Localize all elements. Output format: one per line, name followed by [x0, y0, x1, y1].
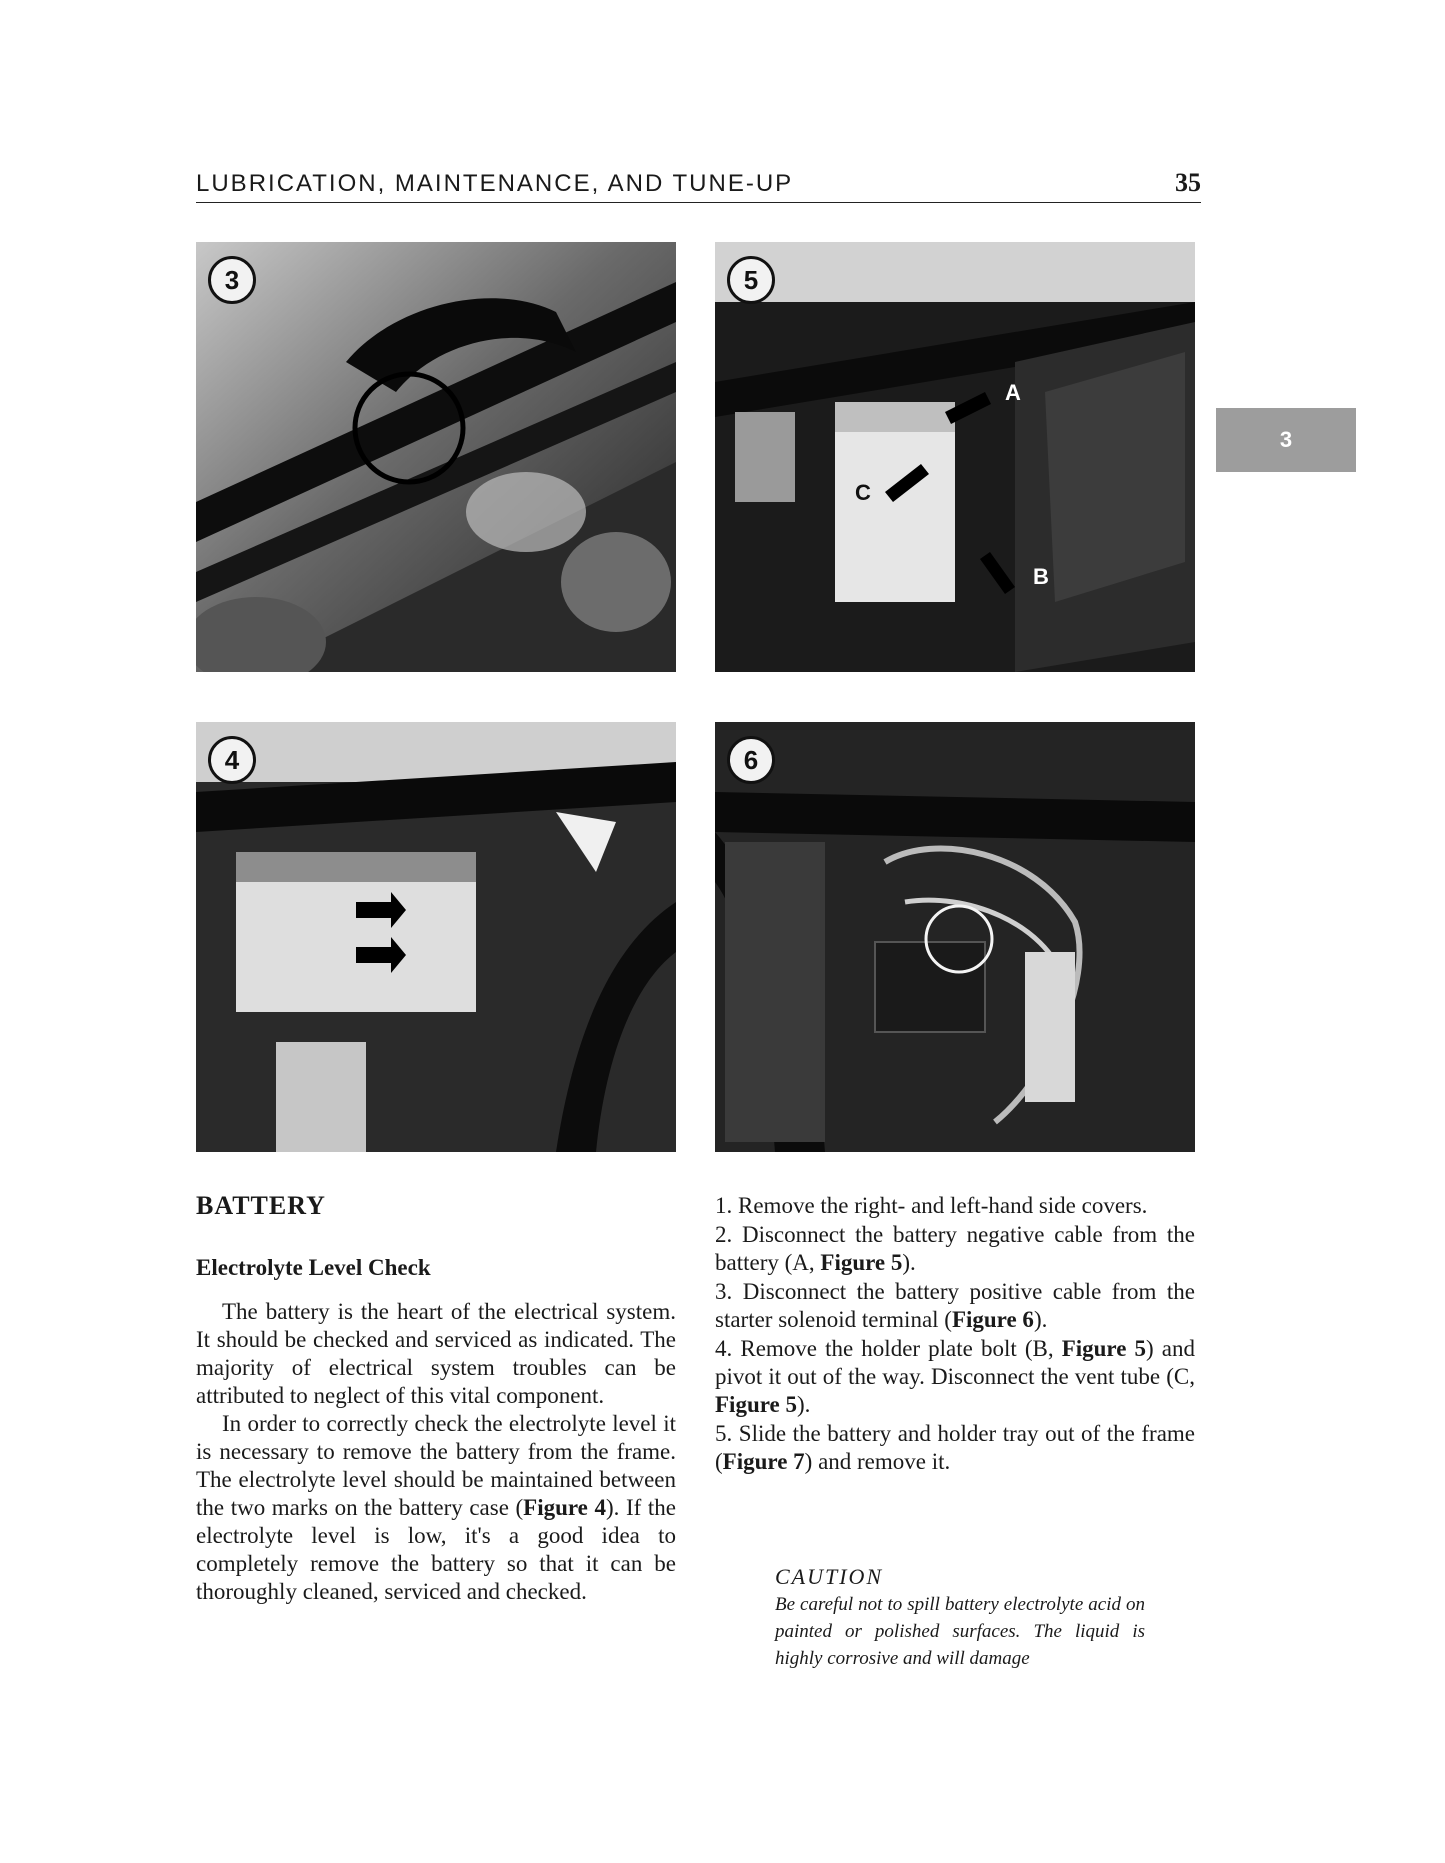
running-header	[196, 170, 1201, 203]
paragraph-1: The battery is the heart of the electrical system. It should be checked and serviced as indicated. The majority of electrical system troubles can be attributed to neglect of this vital component.	[196, 1299, 676, 1408]
page-number: 35	[1175, 168, 1201, 197]
figure-5-photo	[715, 242, 1195, 672]
figure-5-image	[715, 242, 1195, 672]
figure-6-number: 6	[727, 736, 775, 784]
step-2: 2. Disconnect the battery negative cable from the battery (A, Figure 5).	[715, 1222, 1195, 1275]
caution-text: Be careful not to spill battery electrolyte acid on painted or polished surfaces. The liquid is highly corrosive and will damage	[775, 1594, 1145, 1669]
figure-3-photo	[196, 242, 676, 672]
figure-4-image	[196, 722, 676, 1152]
subsection-title: Electrolyte Level Check	[196, 1255, 431, 1280]
figure-4-photo	[196, 722, 676, 1152]
figure-5-number: 5	[727, 256, 775, 304]
figure-3-image	[196, 242, 676, 672]
step-5: 5. Slide the battery and holder tray out of the frame (Figure 7) and remove it.	[715, 1421, 1195, 1474]
left-column	[196, 1192, 676, 1606]
chapter-title: LUBRICATION, MAINTENANCE, AND TUNE-UP	[196, 170, 794, 197]
figure-4-number: 4	[208, 736, 256, 784]
chapter-thumb-tab: 3	[1216, 408, 1356, 472]
caution-note	[775, 1563, 1145, 1672]
step-4: 4. Remove the holder plate bolt (B, Figure 5) and pivot it out of the way. Disconnect the vent tube (C, Figure 5).	[715, 1336, 1195, 1417]
step-1: 1. Remove the right- and left-hand side covers.	[715, 1193, 1148, 1218]
caution-title: CAUTION	[775, 1564, 884, 1589]
right-column	[715, 1192, 1195, 1477]
figure-5-callout-c: C	[855, 480, 871, 505]
figure-3-number: 3	[208, 256, 256, 304]
figure-5-callout-b: B	[1033, 564, 1049, 589]
section-title: BATTERY	[196, 1191, 326, 1220]
figure-5-callout-a: A	[1005, 380, 1021, 405]
figure-6-photo	[715, 722, 1195, 1152]
figure-6-image	[715, 722, 1195, 1152]
step-3: 3. Disconnect the battery positive cable from the starter solenoid terminal (Figure 6).	[715, 1279, 1195, 1332]
paragraph-2: In order to correctly check the electrolyte level it is necessary to remove the battery from the frame. The electrolyte level should be maintained between the two marks on the battery case (Figure 4). If the electrolyte level is low, it's a good idea to completely remove the battery so that it can be thoroughly cleaned, serviced and checked.	[196, 1411, 676, 1604]
